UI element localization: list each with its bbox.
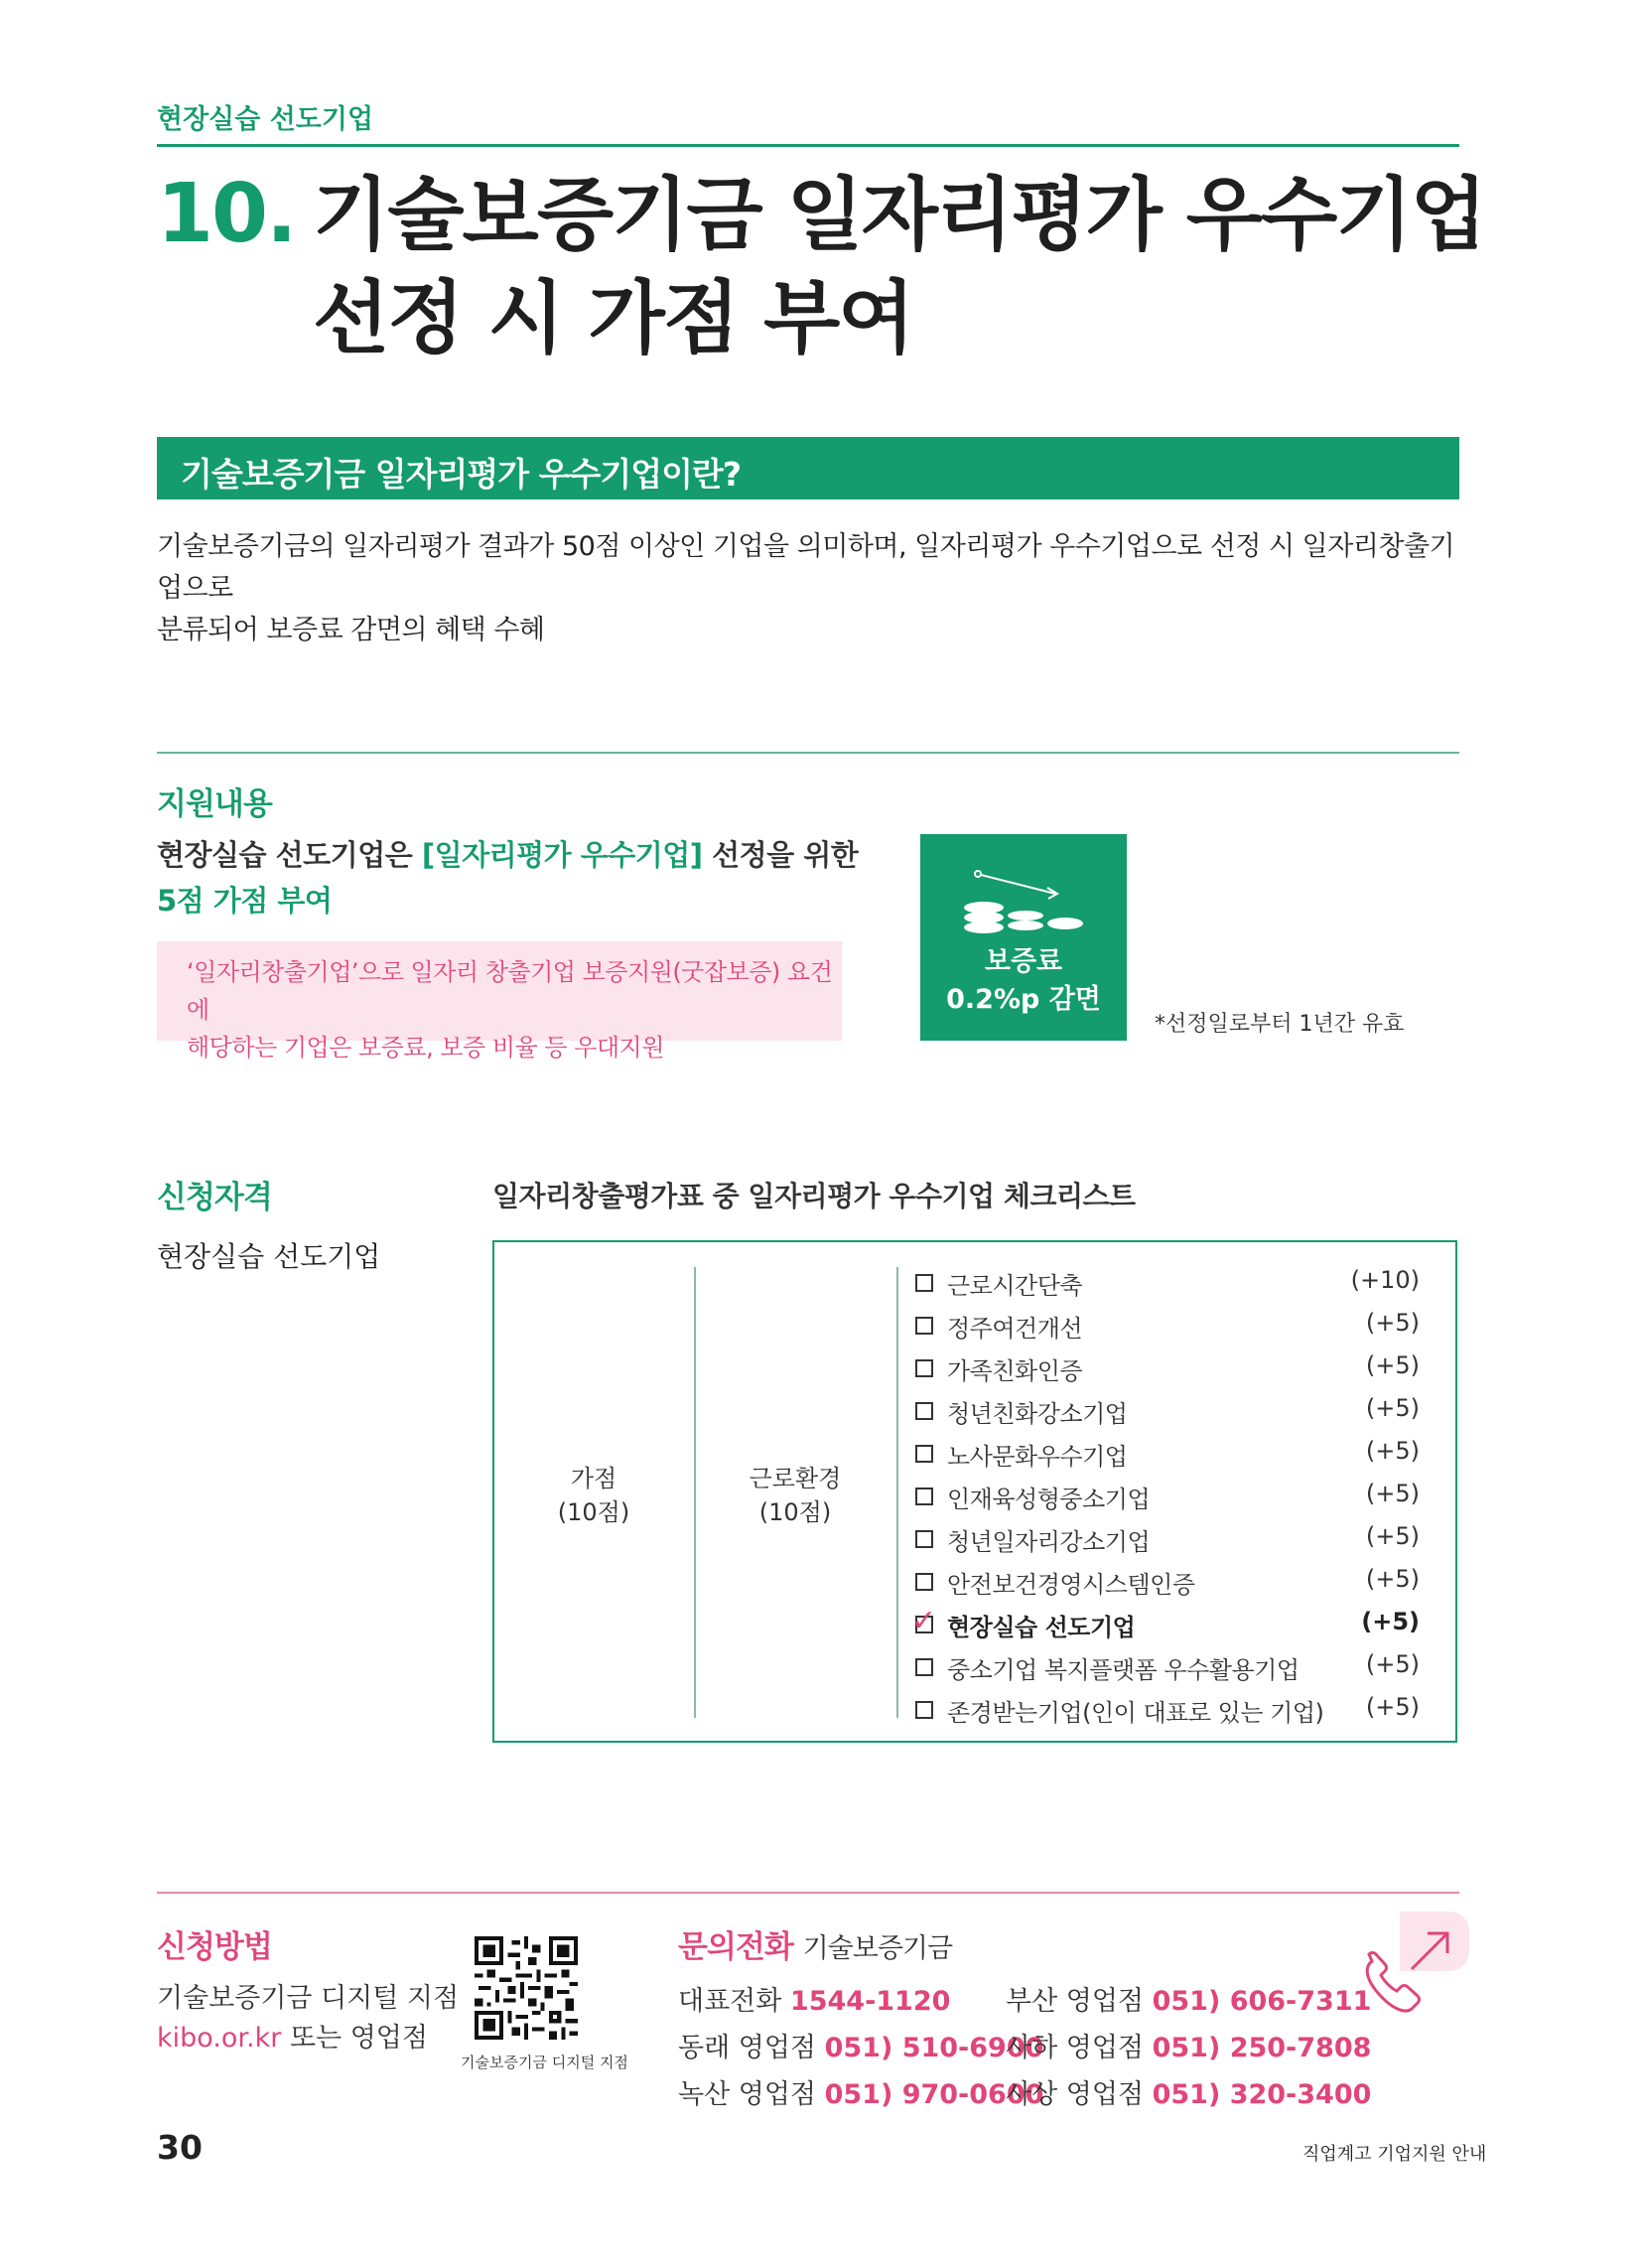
contact-org: 기술보증기금 <box>802 1933 953 1964</box>
fee-discount: 0.2%p 감면 <box>946 984 1101 1015</box>
support-highlight: [일자리평가 우수기업] <box>421 838 703 872</box>
checklist-item <box>913 1266 1420 1309</box>
column-divider <box>896 1267 898 1718</box>
title-line-1: 기술보증기금 일자리평가 우수기업 <box>313 169 1485 261</box>
page-title <box>313 164 1485 370</box>
support-text <box>157 832 858 923</box>
item-label: 존경받는기업(인이 대표로 있는 기업) <box>947 1699 1324 1727</box>
item-label: 노사문화우수기업 <box>947 1443 1128 1471</box>
item-points: (+5) <box>1365 1394 1420 1422</box>
checkbox-icon <box>915 1530 933 1548</box>
section-label: 현장실습 선도기업 <box>157 104 374 135</box>
item-points: (+5) <box>1365 1480 1420 1507</box>
checklist-item <box>913 1351 1420 1394</box>
subcategory-cell <box>706 1462 885 1529</box>
apply-line-1: 기술보증기금 디지털 지점 <box>157 1983 460 2014</box>
eligibility-body: 현장실습 선도기업 <box>157 1240 381 1273</box>
checklist-item <box>913 1693 1420 1736</box>
phone-number[interactable]: 051) 250-7808 <box>1152 2033 1372 2063</box>
phone-number[interactable]: 1544-1120 <box>789 1986 951 2017</box>
checkbox-icon <box>915 1274 933 1292</box>
item-label: 청년친화강소기업 <box>947 1400 1128 1428</box>
support-heading: 지원내용 <box>157 786 272 822</box>
qr-caption: 기술보증기금 디지털 지점 <box>461 2054 628 2071</box>
contact-heading <box>678 1921 952 1966</box>
item-points: (+5) <box>1365 1565 1420 1593</box>
subcategory-points: (10점) <box>758 1498 832 1526</box>
checkbox-icon <box>915 1359 933 1377</box>
phone-number[interactable]: 051) 510-6900 <box>824 2033 1044 2063</box>
phone-number[interactable]: 051) 606-7311 <box>1152 1986 1372 2017</box>
support-suffix: 선정을 위한 <box>702 838 859 872</box>
item-points: (+10) <box>1350 1266 1420 1294</box>
apply-text <box>157 1979 459 2058</box>
intro-text <box>157 526 1467 651</box>
phone-number[interactable]: 051) 970-0600 <box>824 2079 1044 2110</box>
intro-banner <box>157 437 1459 499</box>
fee-discount-box <box>920 834 1127 1041</box>
branch-name: 동래 영업점 <box>678 2033 816 2063</box>
intro-line-1: 기술보증기금의 일자리평가 결과가 50점 이상인 기업을 의미하며, 일자리평가 우수기업으로 선정 시 일자리창출기업으로 <box>157 531 1455 604</box>
category-cell <box>504 1462 683 1529</box>
contact-label: 문의전화 <box>678 1929 793 1965</box>
qr-code-icon[interactable] <box>475 1936 578 2040</box>
item-label: 청년일자리강소기업 <box>947 1528 1151 1556</box>
branch-name: 녹산 영업점 <box>678 2079 816 2110</box>
title-line-2: 선정 시 가점 부여 <box>313 272 913 364</box>
apply-line-2: 또는 영업점 <box>281 2023 428 2054</box>
eligibility-heading: 신청자격 <box>157 1180 272 1215</box>
coins-decrease-icon <box>956 868 1091 933</box>
divider <box>157 1892 1459 1894</box>
branch-name: 부산 영업점 <box>1006 1986 1144 2017</box>
checkmark-icon: ✓ <box>911 1604 937 1638</box>
subcategory-label: 근로환경 <box>749 1465 842 1492</box>
item-points: (+5) <box>1365 1522 1420 1550</box>
phone-call-icon <box>1350 1912 1469 2021</box>
section-number: 10. <box>157 167 296 261</box>
page-number: 30 <box>157 2128 203 2167</box>
intro-heading: 기술보증기금 일자리평가 우수기업이란? <box>181 455 742 494</box>
checkbox-icon <box>915 1445 933 1463</box>
checkbox-icon <box>915 1701 933 1719</box>
item-label: 안전보건경영시스템인증 <box>947 1571 1195 1599</box>
category-points: (10점) <box>557 1498 630 1526</box>
checkbox-icon <box>915 1317 933 1335</box>
support-points: 5점 가점 부여 <box>157 884 333 918</box>
booklet-title: 직업계고 기업지원 안내 <box>1302 2144 1487 2165</box>
contact-row <box>1006 2072 1371 2111</box>
checkbox-icon <box>915 1573 933 1591</box>
contact-row <box>678 2026 1043 2064</box>
checkbox-icon <box>915 1402 933 1420</box>
contact-row <box>678 2072 1043 2111</box>
column-divider <box>694 1267 696 1718</box>
checklist-item-checked <box>911 1604 1420 1650</box>
checkbox-icon <box>915 1488 933 1505</box>
item-label: 중소기업 복지플랫폼 우수활용기업 <box>947 1656 1300 1684</box>
phone-number[interactable]: 051) 320-3400 <box>1152 2079 1372 2110</box>
checklist-item <box>913 1394 1420 1437</box>
checklist-title: 일자리창출평가표 중 일자리평가 우수기업 체크리스트 <box>492 1180 1136 1212</box>
checklist-item <box>913 1309 1420 1351</box>
item-label: 정주여건개선 <box>947 1315 1083 1343</box>
contact-row <box>1006 2026 1371 2064</box>
divider <box>157 752 1459 754</box>
intro-line-2: 분류되어 보증료 감면의 혜택 수혜 <box>157 615 545 645</box>
branch-name: 사하 영업점 <box>1006 2033 1144 2063</box>
divider <box>157 144 1459 147</box>
checklist-item <box>913 1565 1420 1608</box>
benefit-line-2: 해당하는 기업은 보증료, 보증 비율 등 우대지원 <box>187 1034 664 1062</box>
checkbox-icon <box>915 1658 933 1676</box>
checklist-item <box>913 1437 1420 1480</box>
item-points: (+5) <box>1365 1437 1420 1465</box>
fee-label: 보증료 <box>984 946 1063 977</box>
contact-row <box>1006 1979 1371 2018</box>
category-label: 가점 <box>570 1465 617 1492</box>
apply-heading: 신청방법 <box>157 1929 272 1965</box>
item-points: (+5) <box>1365 1309 1420 1337</box>
item-label: 가족친화인증 <box>947 1357 1083 1385</box>
item-points: (+5) <box>1365 1693 1420 1721</box>
benefit-note-box <box>157 941 842 1062</box>
item-points: (+5) <box>1365 1351 1420 1379</box>
branch-name: 대표전화 <box>678 1986 782 2017</box>
benefit-line-1: ‘일자리창출기업’으로 일자리 창출기업 보증지원(굿잡보증) 요건에 <box>187 958 833 1024</box>
checklist-item <box>913 1650 1420 1693</box>
item-label: 근로시간단축 <box>947 1272 1083 1300</box>
website-link[interactable]: kibo.or.kr <box>157 2023 282 2054</box>
contact-row <box>678 1979 950 2018</box>
item-points: (+5) <box>1361 1608 1420 1635</box>
support-prefix: 현장실습 선도기업은 <box>157 838 422 872</box>
checklist-item <box>913 1480 1420 1522</box>
validity-note: *선정일로부터 1년간 유효 <box>1155 1012 1405 1037</box>
branch-name: 사상 영업점 <box>1006 2079 1144 2110</box>
checklist-item <box>913 1522 1420 1565</box>
item-label: 현장실습 선도기업 <box>947 1614 1136 1641</box>
item-points: (+5) <box>1365 1650 1420 1678</box>
item-label: 인재육성형중소기업 <box>947 1486 1151 1513</box>
